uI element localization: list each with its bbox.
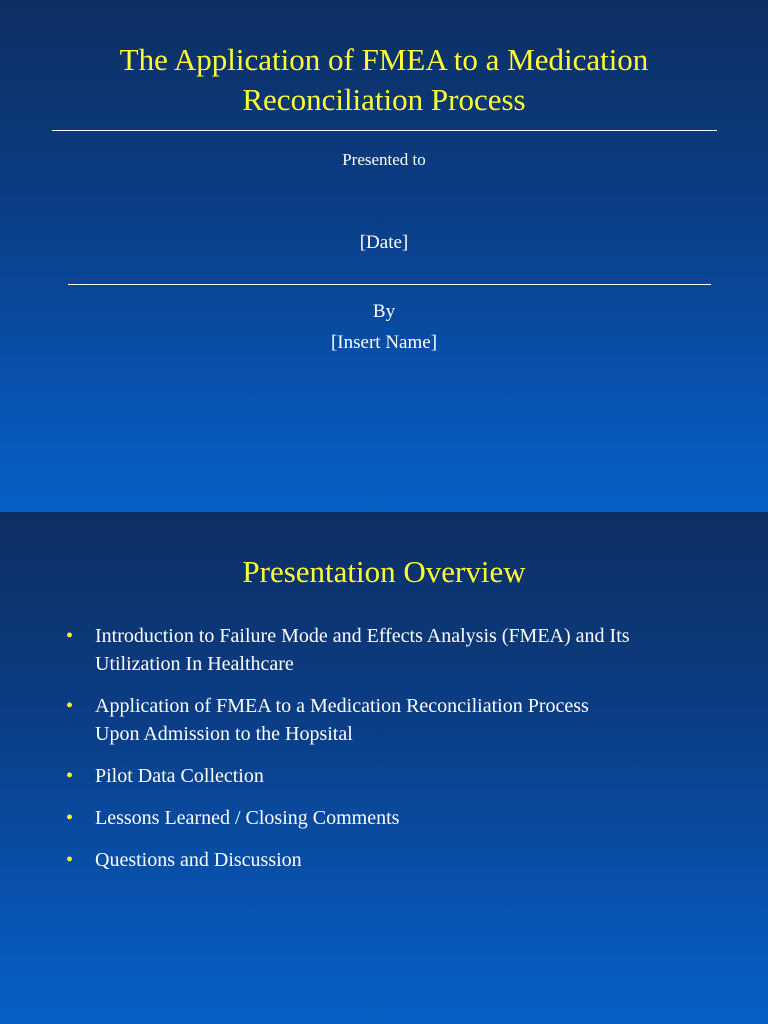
title-line-1: The Application of FMEA to a Medication xyxy=(119,42,649,77)
overview-bullet-list xyxy=(66,622,726,888)
by-label: By xyxy=(372,301,396,322)
bullet-text-line-1: Introduction to Failure Mode and Effects Analysis (FMEA) and Its xyxy=(95,625,630,647)
bullet-dot-icon: • xyxy=(66,849,74,871)
bullet-item xyxy=(66,762,726,790)
bullet-dot-icon: • xyxy=(66,695,74,717)
bullet-text-line-1: Application of FMEA to a Medication Reconciliation Process xyxy=(95,695,589,717)
bullet-dot-icon: • xyxy=(66,625,74,647)
bullet-text: Lessons Learned / Closing Comments xyxy=(95,807,400,829)
overview-slide xyxy=(0,512,768,1024)
date-placeholder: [Date] xyxy=(359,232,409,253)
presentation-title xyxy=(30,40,738,120)
bullet-text-line-2: Upon Admission to the Hopsital xyxy=(95,723,353,745)
bullet-text-line-2: Utilization In Healthcare xyxy=(95,653,294,675)
bullet-item xyxy=(66,846,726,874)
author-placeholder: [Insert Name] xyxy=(330,332,438,353)
presented-to-label: Presented to xyxy=(342,150,426,169)
title-line-2: Reconciliation Process xyxy=(242,82,526,117)
bullet-item xyxy=(66,692,726,748)
title-divider xyxy=(52,130,717,131)
bullet-text: Pilot Data Collection xyxy=(95,765,264,787)
author-divider xyxy=(68,284,711,285)
bullet-text: Questions and Discussion xyxy=(95,849,302,871)
bullet-dot-icon: • xyxy=(66,765,74,787)
overview-title: Presentation Overview xyxy=(242,554,526,589)
bullet-item xyxy=(66,804,726,832)
bullet-dot-icon: • xyxy=(66,807,74,829)
bullet-item xyxy=(66,622,726,678)
